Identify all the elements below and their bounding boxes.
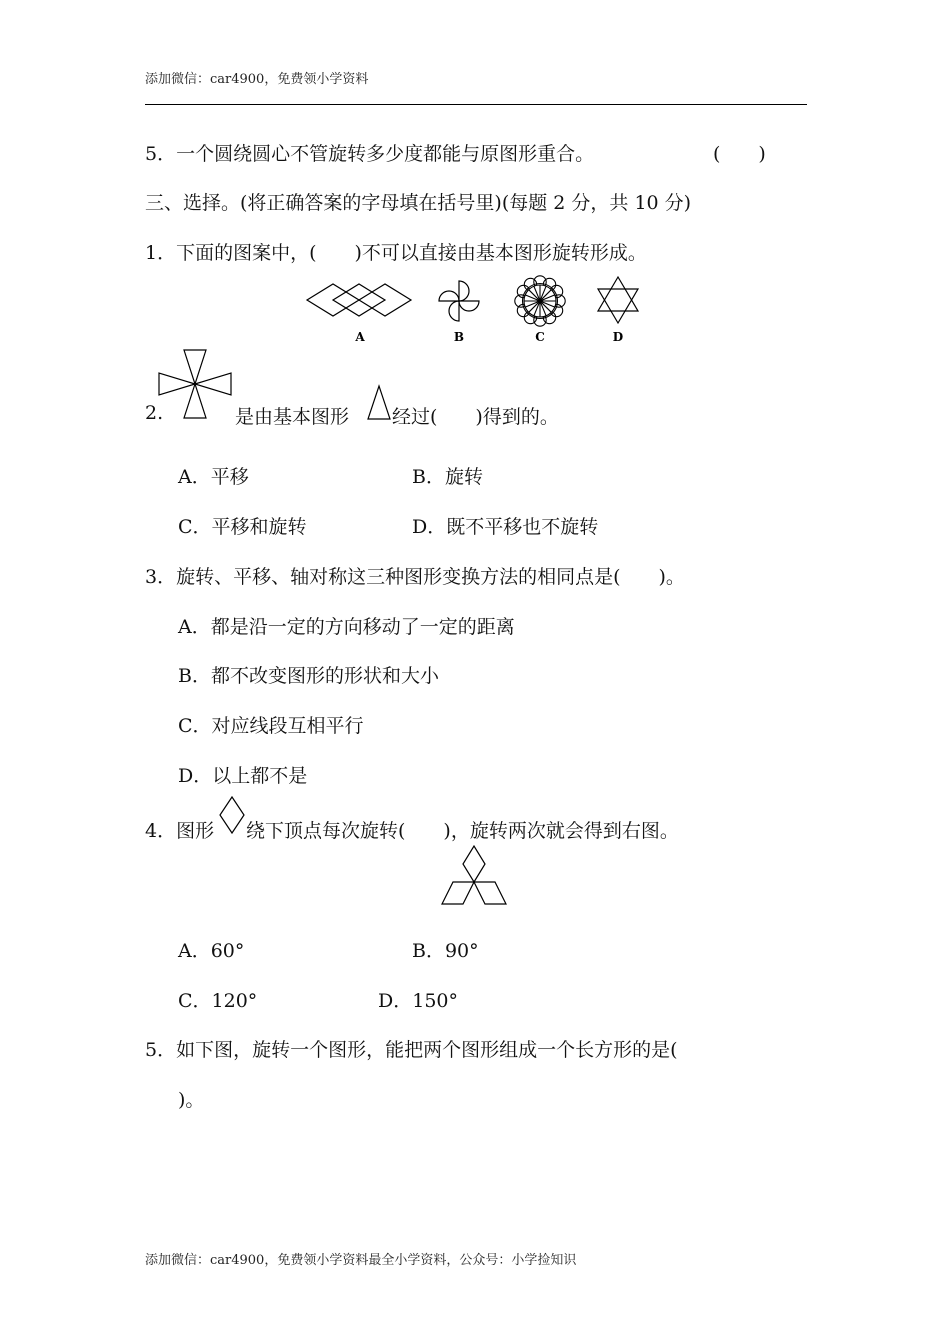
q4-text-after: 绕下顶点每次旋转( )，旋转两次就会得到右图。: [246, 820, 679, 842]
judge-q5-answer-paren[interactable]: ( ): [713, 143, 766, 165]
q2-option-c: C．平移和旋转: [178, 516, 307, 538]
figure-label-c: C: [535, 330, 545, 344]
basic-triangle-icon: [366, 384, 392, 422]
q4-option-c: C．120°: [178, 990, 258, 1012]
figure-label-b: B: [453, 330, 465, 344]
judge-q5-text: 5．一个圆绕圆心不管旋转多少度都能与原图形重合。: [145, 143, 595, 165]
header-rule: [145, 104, 807, 105]
q3-option-b: B．都不改变图形的形状和大小: [178, 665, 439, 687]
q5-text: 5．如下图，旋转一个图形，能把两个图形组成一个长方形的是(: [145, 1039, 678, 1061]
q2-text-before: 是由基本图形: [235, 406, 350, 428]
q3-text: 3．旋转、平移、轴对称这三种图形变换方法的相同点是( )。: [145, 566, 685, 588]
q1-text: 1．下面的图案中，( )不可以直接由基本图形旋转形成。: [145, 242, 647, 264]
q2-option-b: B．旋转: [412, 466, 483, 488]
q2-option-d: D．既不平移也不旋转: [412, 516, 599, 538]
section-title: 三、选择。(将正确答案的字母填在括号里)(每题 2 分，共 10 分): [145, 192, 692, 214]
q4-option-b: B．90°: [412, 940, 479, 962]
q3-option-c: C．对应线段互相平行: [178, 715, 364, 737]
figure-label-d: D: [612, 330, 624, 344]
q5-text-cont: )。: [178, 1089, 205, 1111]
q2-option-a: A．平移: [178, 466, 249, 488]
q2-text-after: 经过( )得到的。: [392, 406, 559, 428]
rhombus-icon: [218, 795, 246, 837]
q4-option-a: A．60°: [178, 940, 245, 962]
q1-figures: [300, 275, 660, 350]
q2-rotated-figure: [155, 347, 237, 421]
figure-label-a: A: [355, 330, 365, 344]
q3-option-d: D．以上都不是: [178, 765, 308, 787]
page-footer: 添加微信：car4900，免费领小学资料最全小学资料，公众号：小学捡知识: [145, 1253, 577, 1268]
figure-a-rhombuses: [307, 284, 411, 316]
figure-c-flower: [515, 276, 565, 326]
q2-number: 2.: [145, 402, 164, 424]
figure-d-star: [598, 277, 638, 323]
q4-text-before: 4．图形: [145, 820, 215, 842]
figure-b-pinwheel: [439, 281, 479, 321]
q4-option-d: D．150°: [378, 990, 458, 1012]
page-header: 添加微信：car4900，免费领小学资料: [145, 72, 369, 87]
q4-result-figure: [436, 842, 512, 908]
q3-option-a: A．都是沿一定的方向移动了一定的距离: [178, 616, 515, 638]
